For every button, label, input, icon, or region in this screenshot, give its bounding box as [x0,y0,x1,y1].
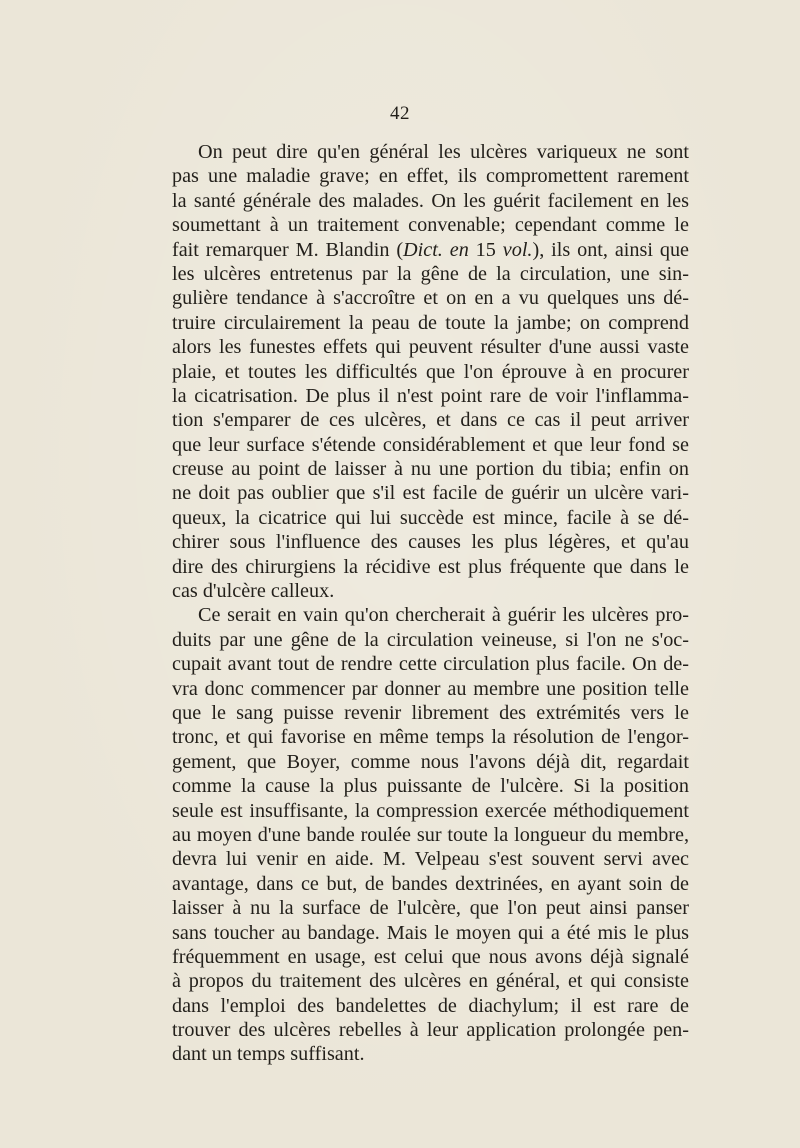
text-line: avantage, dans ce but, de bandes dextrinées, en ayant soin de [172,872,689,895]
text-segment: 15 [468,238,503,261]
text-line: soumettant à un traitement convenable; cependant comme le [172,214,689,237]
text-line: fréquemment en usage, est celui que nous avons déjà signalé [172,945,689,968]
paragraph [172,603,689,1066]
page-number: 42 [390,103,410,124]
text-line: vra donc commencer par donner au membre une position telle [172,677,689,700]
text-line: que leur surface s'étende considérablement et que leur fond se [172,433,689,456]
text-line: au moyen d'une bande roulée sur toute la longueur du membre, [172,823,689,846]
text-line: duits par une gêne de la circulation veineuse, si l'on ne s'oc- [172,628,689,651]
text-line: seule est insuffisante, la compression exercée méthodiquement [172,799,689,822]
text-line: chirer sous l'influence des causes les plus légères, et qu'au [172,531,689,554]
text-line: creuse au point de laisser à nu une portion du tibia; enfin on [172,458,689,481]
text-line: Ce serait en vain qu'on chercherait à guérir les ulcères pro- [198,604,689,627]
text-line: tion s'emparer de ces ulcères, et dans ce cas il peut arriver [172,409,689,432]
text-line: les ulcères entretenus par la gêne de la circulation, une sin- [172,262,689,285]
text-line: plaie, et toutes les difficultés que l'on éprouve à en procurer [172,360,689,383]
text-line: dant un temps suffisant. [172,1043,365,1066]
text-line: cupait avant tout de rendre cette circulation plus facile. On de- [172,653,689,676]
text-line: cas d'ulcère calleux. [172,580,335,603]
text-line: queux, la cicatrice qui lui succède est mince, facile à se dé- [172,506,689,529]
text-line: la cicatrisation. De plus il n'est point rare de voir l'inflamma- [172,384,689,407]
italic-citation: Dict. en [403,238,469,261]
text-line [172,238,689,262]
text-line: comme la cause la plus puissante de l'ulcère. Si la position [172,775,689,798]
text-line: alors les funestes effets qui peuvent résulter d'une aussi vaste [172,336,689,359]
body-text [172,140,689,1067]
text-line: ne doit pas oublier que s'il est facile de guérir un ulcère vari- [172,482,689,505]
text-segment: ), ils ont, ainsi que [532,238,690,261]
text-line: sans toucher au bandage. Mais le moyen qui a été mis le plus [172,921,689,944]
text-line: pas une maladie grave; en effet, ils compromettent rarement [172,165,689,188]
text-line: la santé générale des malades. On les guérit facilement en les [172,189,689,212]
paragraph [172,140,689,603]
text-line: truire circulairement la peau de toute la jambe; on comprend [172,311,689,334]
text-line: On peut dire qu'en général les ulcères variqueux ne sont [198,141,689,163]
text-line: que le sang puisse revenir librement des extrémités vers le [172,701,689,724]
text-line: devra lui venir en aide. M. Velpeau s'est souvent servi avec [172,848,689,871]
text-line: tronc, et qui favorise en même temps la résolution de l'engor- [172,726,689,749]
text-line: dire des chirurgiens la récidive est plus fréquente que dans le [172,555,689,578]
text-line: dans l'emploi des bandelettes de diachylum; il est rare de [172,994,689,1017]
italic-citation: vol. [502,238,533,261]
text-line: à propos du traitement des ulcères en général, et qui consiste [172,970,689,993]
text-line: gulière tendance à s'accroître et on en a vu quelques uns dé- [172,287,689,310]
text-line: gement, que Boyer, comme nous l'avons déjà dit, regardait [172,750,689,773]
text-segment: fait remarquer M. Blandin ( [172,238,404,261]
text-line: laisser à nu la surface de l'ulcère, que l'on peut ainsi panser [172,897,689,920]
text-line: trouver des ulcères rebelles à leur application prolongée pen- [172,1019,689,1042]
